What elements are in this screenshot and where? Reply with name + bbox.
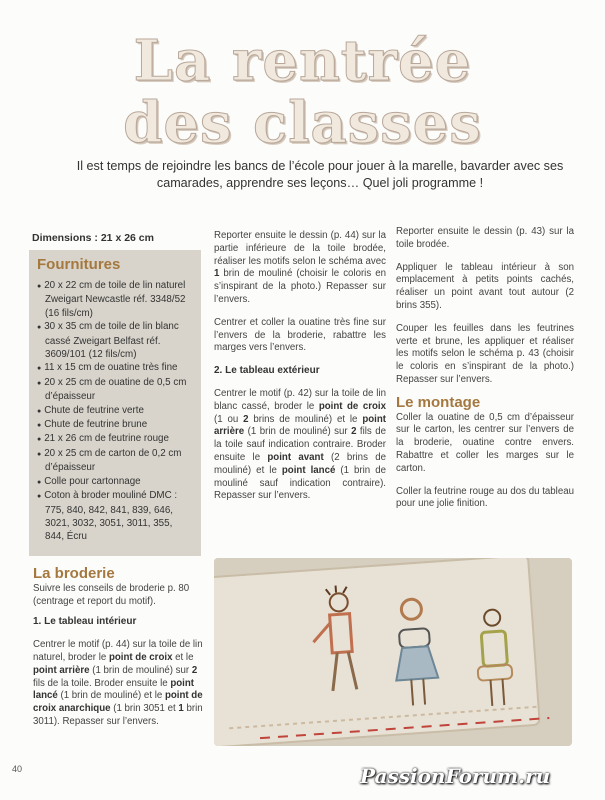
- montage-heading: Le montage: [396, 393, 481, 411]
- tableau-interieur-subheading: 1. Le tableau intérieur: [33, 616, 137, 628]
- list-item: ● 20 x 22 cm de toile de lin naturel Zweigart Newcastle réf. 3348/52 (16 fils/cm): [37, 279, 193, 320]
- embroidery-illustration: [214, 558, 572, 746]
- broderie-intro: Suivre les conseils de broderie p. 80 (centrage et report du motif).: [33, 582, 190, 607]
- page-title-line1: La rentrée: [133, 28, 472, 94]
- list-item: ● 11 x 15 cm de ouatine très fine: [37, 361, 193, 375]
- list-item: ● 20 x 25 cm de carton de 0,2 cm d’épaisseur: [37, 447, 193, 475]
- tableau-exterieur-subheading: 2. Le tableau extérieur: [214, 365, 320, 377]
- list-item: ● 20 x 25 cm de ouatine de 0,5 cm d’épaisseur: [37, 376, 193, 404]
- montage-paragraph-2: Coller la feutrine rouge au dos du tableau pour une jolie finition.: [396, 485, 574, 510]
- embroidery-photo: [214, 558, 572, 746]
- intro-text: Il est temps de rejoindre les bancs de l’école pour jouer à la marelle, bavarder avec ses camarades, apprendre ses leçons… Quel joli programme !: [76, 159, 564, 190]
- montage-paragraph-1: Coller la ouatine de 0,5 cm d’épaisseur sur le carton, les centrer sur l’envers de la broderie, ouatine contre envers. Rabattre et coller les marges sur le carton.: [396, 411, 574, 474]
- column-3: [396, 226, 574, 521]
- page-title-line2: des classes: [123, 90, 482, 156]
- watermark: PassionForum.ru: [360, 764, 551, 788]
- broderie-section: [33, 565, 203, 737]
- col3-paragraph-2: Appliquer le tableau intérieur à son emplacement à petits points cachés, réaliser un point avant tout autour (2 brins 355).: [396, 261, 574, 311]
- fournitures-box: [29, 250, 201, 556]
- list-item: ● Chute de feutrine brune: [37, 418, 193, 432]
- column-2: [214, 230, 386, 513]
- list-item: ● 21 x 26 cm de feutrine rouge: [37, 432, 193, 446]
- list-item: ● Chute de feutrine verte: [37, 404, 193, 418]
- tableau-exterieur-text: Centrer le motif (p. 42) sur la toile de lin blanc cassé, broder le point de croix (1 ou 2 brins de mouliné) et le point arrière (1 brin de mouliné) sur 2 fils de la toile sauf indication contraire. Broder ensuite le point avant (2 brins de mouliné) et le point lancé (1 brin de mouliné sauf indication contraire). Repasser sur l’envers.: [214, 387, 386, 502]
- col2-paragraph-2: Centrer et coller la ouatine très fine sur l’envers de la broderie, rabattre les marges vers l’envers.: [214, 316, 386, 354]
- fournitures-list: [37, 279, 193, 544]
- col2-paragraph-1: Reporter ensuite le dessin (p. 44) sur la partie inférieure de la toile brodée, réaliser les motifs selon le schéma avec 1 brin de mouliné (choisir le coloris en s’inspirant de la photo.) Repasser sur l’envers.: [214, 230, 386, 305]
- tableau-interieur-text: Centrer le motif (p. 44) sur la toile de lin naturel, broder le point de croix et le point arrière (1 brin de mouliné) sur 2 fils de la toile. Broder ensuite le point lancé (1 brin de mouliné) et le point de croix anarchique (1 brin 3051 et 1 brin 3011). Repasser sur l’envers.: [33, 639, 203, 727]
- list-item: ● Coton à broder mouliné DMC : 775, 840, 842, 841, 839, 646, 3021, 3032, 3051, 3011, 355, 844, Écru: [37, 489, 193, 544]
- page-number: 40: [12, 764, 23, 774]
- list-item: ● 30 x 35 cm de toile de lin blanc cassé Zweigart Belfast réf. 3609/101 (12 fils/cm): [37, 320, 193, 361]
- fournitures-heading: Fournitures: [37, 256, 121, 273]
- broderie-heading: La broderie: [33, 565, 115, 582]
- col3-paragraph-1: Reporter ensuite le dessin (p. 43) sur la toile brodée.: [396, 226, 574, 250]
- list-item: ● Colle pour cartonnage: [37, 475, 193, 489]
- dimensions: Dimensions : 21 x 26 cm: [32, 232, 154, 244]
- col3-paragraph-3: Couper les feuilles dans les feutrines verte et brune, les appliquer et réaliser les motifs selon le schéma p. 43 (choisir le coloris en s’inspirant de la photo.) Repasser sur l’envers.: [396, 322, 574, 385]
